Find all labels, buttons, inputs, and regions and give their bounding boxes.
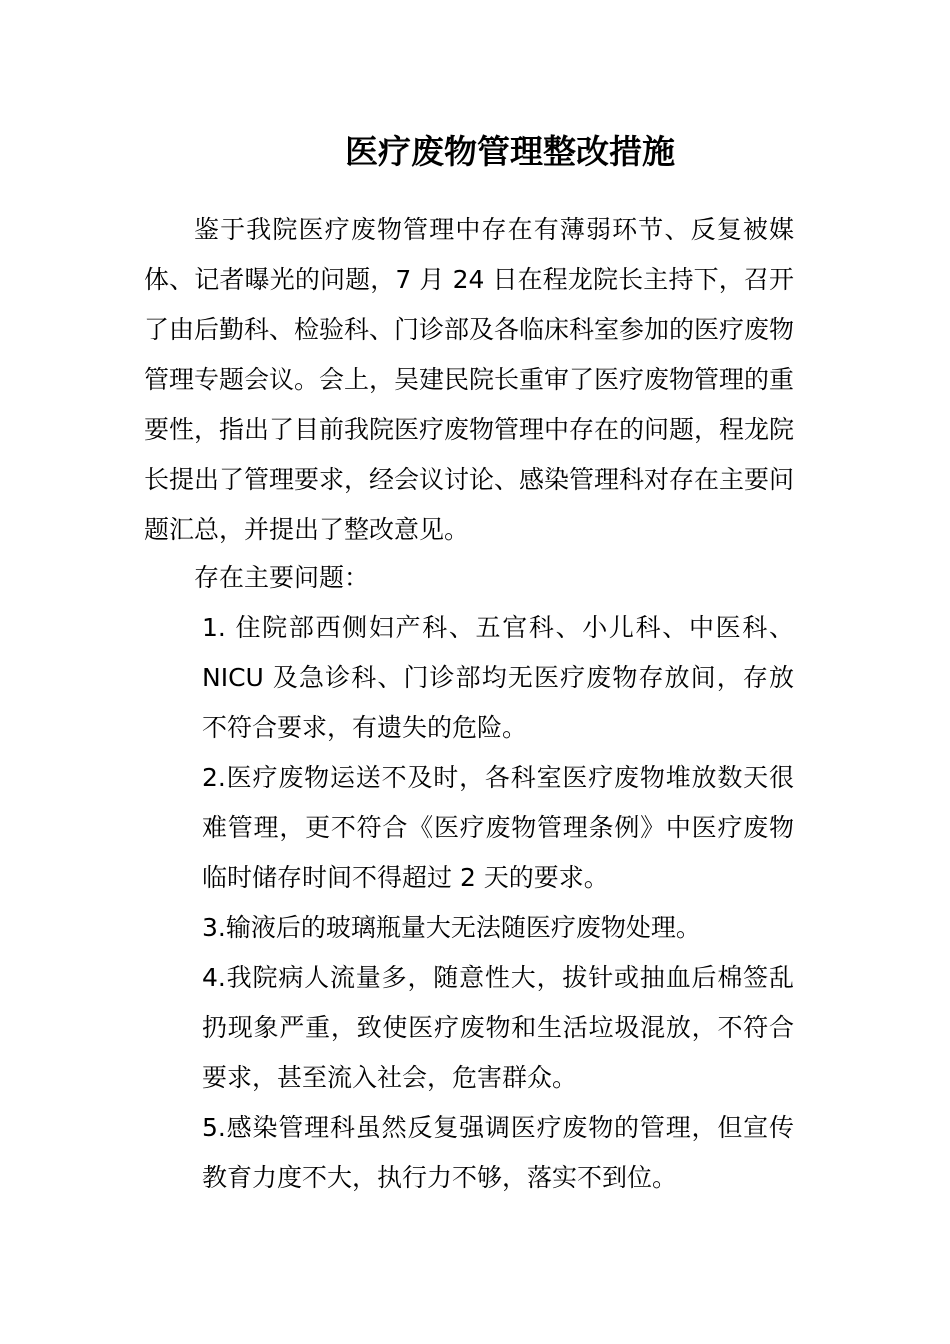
intro-paragraph: 鉴于我院医疗废物管理中存在有薄弱环节、反复被媒体、记者曝光的问题，7 月 24 日在程龙院长主持下，召开了由后勤科、检验科、门诊部及各临床科室参加的医疗废物管理专题会议。会上，吴建民院长重审了医疗废物管理的重要性，指出了目前我院医疗废物管理中存在的问题，程龙院长提出了管理要求，经会议讨论、感染管理科对存在主要问题汇总，并提出了整改意见。 <box>144 215 795 544</box>
issues-heading: 存在主要问题： <box>194 563 370 592</box>
issue-item-4: 4.我院病人流量多，随意性大，拔针或抽血后棉签乱扔现象严重，致使医疗废物和生活垃圾混放，不符合要求，甚至流入社会，危害群众。 <box>202 963 794 1092</box>
issue-item-2: 2.医疗废物运送不及时，各科室医疗废物堆放数天很难管理，更不符合《医疗废物管理条例》中医疗废物临时储存时间不得超过 2 天的要求。 <box>202 763 794 892</box>
issue-item-3: 3.输液后的玻璃瓶量大无法随医疗废物处理。 <box>202 913 701 942</box>
issue-item-5: 5.感染管理科虽然反复强调医疗废物的管理，但宣传教育力度不大，执行力不够，落实不到位。 <box>202 1113 794 1192</box>
issue-item-1: 1. 住院部西侧妇产科、五官科、小儿科、中医科、NICU 及急诊科、门诊部均无医疗废物存放间，存放不符合要求，有遗失的危险。 <box>202 613 794 742</box>
document-title: 医疗废物管理整改措施 <box>345 132 675 171</box>
